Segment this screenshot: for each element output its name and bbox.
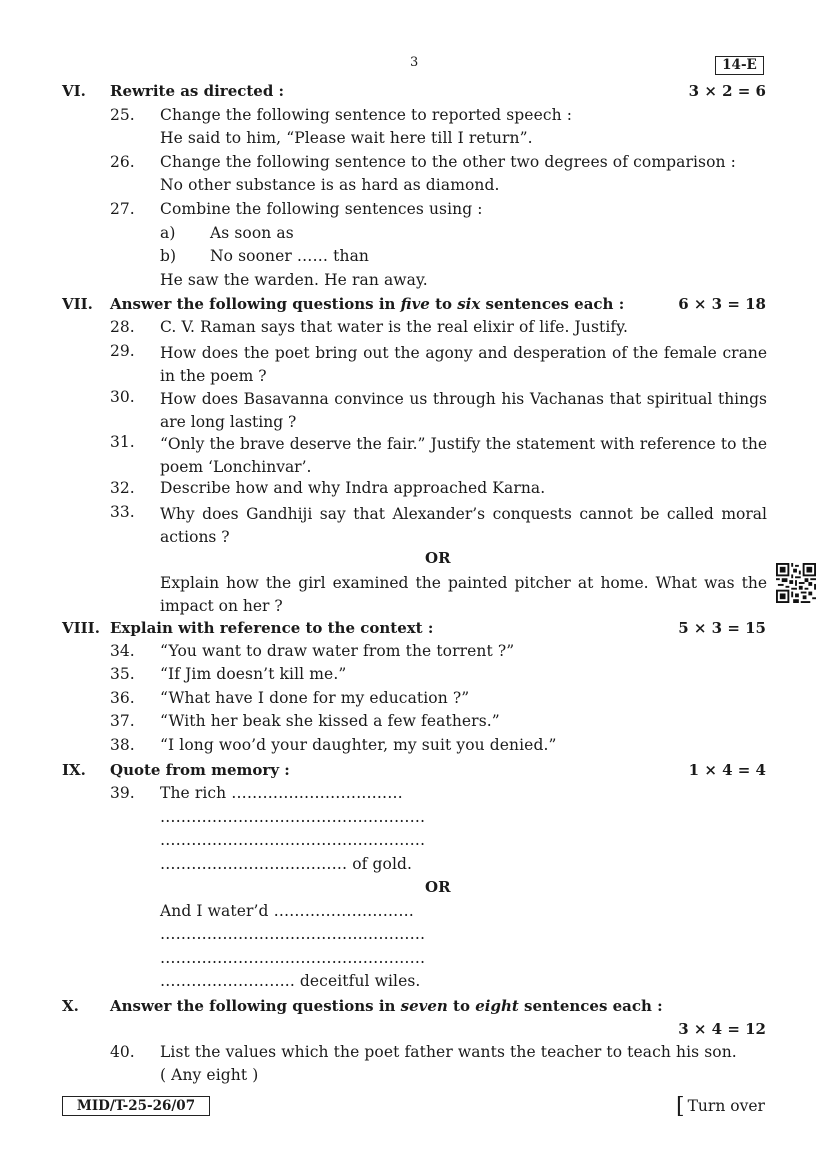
q27-option-a-label: a) <box>160 224 176 242</box>
q38-number: 38. <box>110 736 135 754</box>
section-ix-title: Quote from memory : <box>110 761 290 779</box>
q35-text: “If Jim doesn’t kill me.” <box>160 665 347 683</box>
q25-line2: He said to him, “Please wait here till I return”. <box>160 129 533 147</box>
footer-paper-code: MID/T-25-26/07 <box>62 1096 210 1116</box>
q35-number: 35. <box>110 665 135 683</box>
q40-line1: List the values which the poet father wants the teacher to teach his son. <box>160 1043 737 1061</box>
q33-alt-text: Explain how the girl examined the painted pitcher at home. What was the impact on her ? <box>160 574 767 615</box>
page-number: 3 <box>410 55 419 70</box>
paper-code-box: 14-E <box>715 56 764 75</box>
q26-number: 26. <box>110 153 135 171</box>
q39-alt-line1: And I water’d ……………………… <box>160 902 414 920</box>
q28-text: C. V. Raman says that water is the real elixir of life. Justify. <box>160 318 629 336</box>
q36-text: “What have I done for my education ?” <box>160 689 470 707</box>
section-vii-marks: 6 × 3 = 18 <box>678 295 766 313</box>
q38-text: “I long woo’d your daughter, my suit you denied.” <box>160 736 557 754</box>
section-vi-title: Rewrite as directed : <box>110 82 285 100</box>
q33-or-label: OR <box>425 549 451 567</box>
section-viii-numeral: VIII. <box>62 619 100 637</box>
q39-line3: …………………………………………… <box>160 831 426 849</box>
q27-number: 27. <box>110 200 135 218</box>
section-viii-title: Explain with reference to the context : <box>110 619 434 637</box>
q36-number: 36. <box>110 689 135 707</box>
q40-line2: ( Any eight ) <box>160 1066 259 1084</box>
q27-option-b-text: No sooner …… than <box>210 247 369 265</box>
q28-number: 28. <box>110 318 135 336</box>
q27-line1: Combine the following sentences using : <box>160 200 483 218</box>
q27-line2: He saw the warden. He ran away. <box>160 271 428 289</box>
q39-line1: The rich …………………………… <box>160 784 403 802</box>
q39-line4: ……………………………… of gold. <box>160 855 413 873</box>
q30-number: 30. <box>110 388 135 406</box>
q39-line2: …………………………………………… <box>160 808 426 826</box>
section-vii-numeral: VII. <box>62 295 93 313</box>
q33-number: 33. <box>110 503 135 521</box>
q29-number: 29. <box>110 342 135 360</box>
q31-text: “Only the brave deserve the fair.” Justify the statement with reference to the poem ‘Lonchinvar’. <box>160 435 767 476</box>
q37-number: 37. <box>110 712 135 730</box>
section-viii-marks: 5 × 3 = 15 <box>678 619 766 637</box>
q33-text: Why does Gandhiji say that Alexander’s conquests cannot be called moral actions ? <box>160 505 767 546</box>
turn-over-text: Turn over <box>687 1097 765 1115</box>
q37-text: “With her beak she kissed a few feathers.” <box>160 712 500 730</box>
q39-alt-line3: …………………………………………… <box>160 949 426 967</box>
q32-text: Describe how and why Indra approached Karna. <box>160 479 546 497</box>
section-x-marks: 3 × 4 = 12 <box>678 1020 766 1038</box>
q32-number: 32. <box>110 479 135 497</box>
q27-option-a-text: As soon as <box>210 224 294 242</box>
q40-number: 40. <box>110 1043 135 1061</box>
qr-code-icon <box>776 563 816 603</box>
q25-number: 25. <box>110 106 135 124</box>
q34-number: 34. <box>110 642 135 660</box>
section-ix-numeral: IX. <box>62 761 86 779</box>
q29-text: How does the poet bring out the agony and desperation of the female crane in the poem ? <box>160 344 767 385</box>
q27-option-b-label: b) <box>160 247 177 265</box>
q39-number: 39. <box>110 784 135 802</box>
turn-over-label <box>676 1092 765 1117</box>
section-ix-marks: 1 × 4 = 4 <box>688 761 766 779</box>
section-vi-marks: 3 × 2 = 6 <box>688 82 766 100</box>
q25-line1: Change the following sentence to reported speech : <box>160 106 573 124</box>
q39-or-label: OR <box>425 878 451 896</box>
q30-text: How does Basavanna convince us through his Vachanas that spiritual things are long lasting ? <box>160 390 767 431</box>
q31-number: 31. <box>110 433 135 451</box>
section-x-numeral: X. <box>62 997 79 1015</box>
section-vii-title: Answer the following questions in five to six sentences each : <box>110 295 625 313</box>
q39-alt-line2: …………………………………………… <box>160 925 426 943</box>
section-vi-numeral: VI. <box>62 82 86 100</box>
section-x-title: Answer the following questions in seven to eight sentences each : <box>110 997 663 1015</box>
q39-alt-line4: …………………….. deceitful wiles. <box>160 972 421 990</box>
q26-line2: No other substance is as hard as diamond. <box>160 176 500 194</box>
turn-over-bracket: [ <box>676 1094 685 1119</box>
q34-text: “You want to draw water from the torrent ?” <box>160 642 515 660</box>
q26-line1: Change the following sentence to the other two degrees of comparison : <box>160 153 736 171</box>
